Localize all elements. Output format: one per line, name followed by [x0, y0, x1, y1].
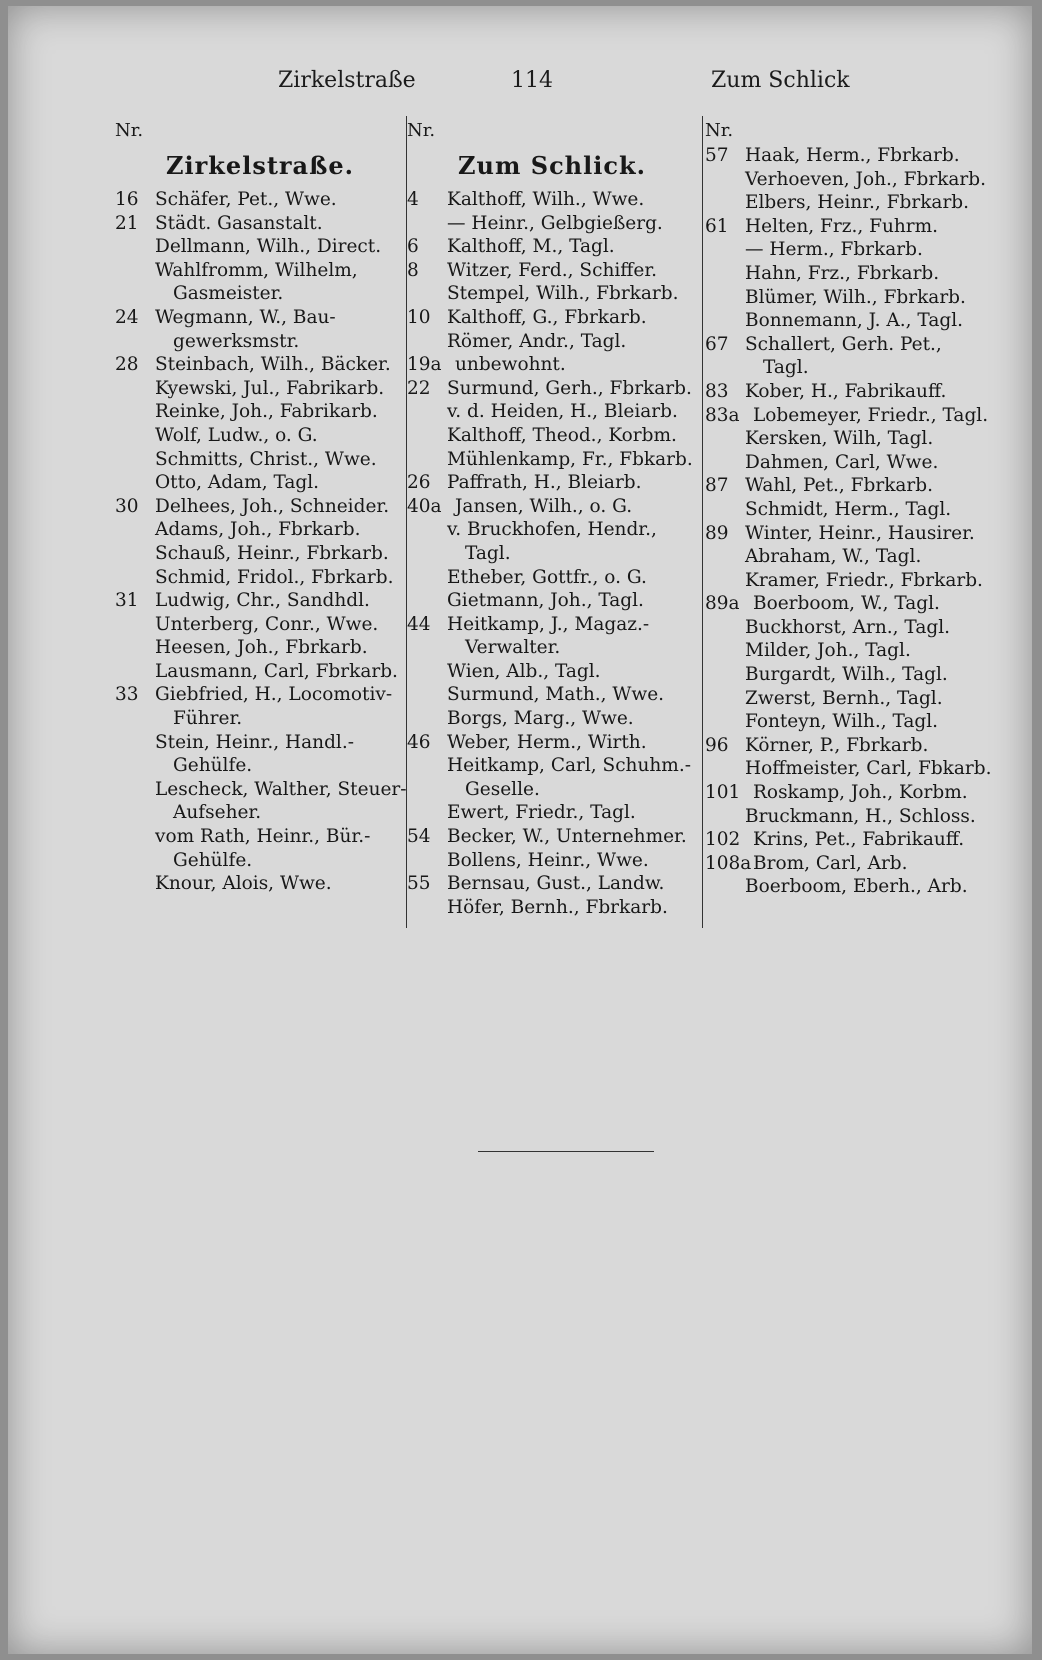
- resident-text: v. Bruckhofen, Hendr.,: [447, 519, 657, 541]
- running-header-left: Zirkelstraße: [278, 68, 416, 93]
- section-end-rule: [478, 1151, 654, 1152]
- resident-text: Haak, Herm., Fbrkarb.: [745, 145, 960, 166]
- entry-row: [407, 849, 697, 873]
- book-page: [8, 6, 1032, 1654]
- nr-label: Nr.: [407, 120, 436, 141]
- entry-row: [407, 282, 697, 306]
- entry-row: [407, 471, 697, 495]
- entry-row: [115, 400, 405, 424]
- resident-text: — Herm., Fbrkarb.: [745, 239, 923, 261]
- entry-row: [705, 545, 1025, 569]
- house-number: 16: [115, 189, 139, 210]
- resident-text: Wegmann, W., Bau-: [155, 306, 336, 328]
- resident-text: Gasmeister.: [173, 283, 284, 305]
- entry-list: [115, 188, 405, 896]
- entry-row: [705, 498, 1025, 522]
- entry-row: [705, 262, 1025, 286]
- resident-text: Führer.: [173, 708, 243, 730]
- resident-text: Borgs, Marg., Wwe.: [447, 708, 634, 730]
- resident-text: Heitkamp, J., Magaz.-: [447, 613, 650, 635]
- entry-row: [115, 589, 405, 613]
- resident-text: Schmidt, Herm., Tagl.: [745, 498, 952, 520]
- entry-row: [115, 188, 405, 212]
- entry-row: [115, 518, 405, 542]
- house-number: 40a: [407, 495, 442, 517]
- entry-row: [115, 424, 405, 448]
- entry-row: [407, 660, 697, 684]
- entry-row: [407, 707, 697, 731]
- entry-row: [407, 424, 697, 448]
- entry-row: [115, 353, 405, 377]
- resident-text: Paffrath, H., Bleiarb.: [447, 472, 642, 494]
- resident-text: Burgardt, Wilh., Tagl.: [745, 664, 948, 686]
- house-number: 96: [705, 734, 729, 756]
- entry-row: [407, 377, 697, 401]
- entry-row: [407, 448, 697, 472]
- entry-row: [705, 592, 1025, 616]
- resident-text: Surmund, Gerh., Fbrkarb.: [447, 377, 692, 399]
- house-number: 108a: [705, 852, 752, 874]
- entry-row: [407, 188, 697, 212]
- resident-text: Mühlenkamp, Fr., Fbkarb.: [447, 448, 693, 470]
- entry-row: [705, 569, 1025, 593]
- entry-row: [115, 471, 405, 495]
- resident-text: Heitkamp, Carl, Schuhm.-: [447, 755, 691, 777]
- resident-text: Dahmen, Carl, Wwe.: [745, 451, 939, 473]
- house-number: 28: [115, 354, 139, 376]
- entry-continuation: [115, 282, 405, 306]
- entry-row: [115, 683, 405, 707]
- entry-row: [115, 495, 405, 519]
- resident-text: Höfer, Bernh., Fbrkarb.: [447, 896, 668, 918]
- entry-row: [407, 518, 697, 542]
- resident-text: Ludwig, Chr., Sandhdl.: [155, 590, 370, 612]
- resident-text: Weber, Herm., Wirth.: [447, 731, 647, 753]
- entry-row: [705, 639, 1025, 663]
- house-number: 33: [115, 684, 139, 706]
- entry-row: [705, 286, 1025, 310]
- resident-text: Delhees, Joh., Schneider.: [155, 495, 390, 517]
- entry-row: [407, 330, 697, 354]
- house-number: 102: [705, 829, 741, 851]
- resident-text: Hoffmeister, Carl, Fbkarb.: [745, 758, 992, 780]
- entry-row: [115, 825, 405, 849]
- resident-text: Lescheck, Walther, Steuer-: [155, 778, 407, 800]
- page-number: 114: [511, 68, 553, 93]
- entry-continuation: [115, 849, 405, 873]
- resident-text: Stein, Heinr., Handl.-: [155, 731, 354, 753]
- house-number: 44: [407, 613, 431, 635]
- entry-row: [705, 781, 1025, 805]
- house-number: 22: [407, 377, 431, 399]
- house-number: 54: [407, 826, 431, 848]
- house-number: 67: [705, 333, 729, 355]
- resident-text: Wahlfromm, Wilhelm,: [155, 259, 358, 281]
- resident-text: Geselle.: [465, 778, 540, 800]
- house-number: 89: [705, 522, 729, 544]
- resident-text: Jansen, Wilh., o. G.: [455, 495, 633, 517]
- resident-text: vom Rath, Heinr., Bür.-: [155, 826, 371, 848]
- entry-row: [705, 522, 1025, 546]
- resident-text: Kalthoff, Theod., Korbm.: [447, 424, 677, 446]
- resident-text: v. d. Heiden, H., Bleiarb.: [447, 401, 678, 423]
- resident-text: Lausmann, Carl, Fbrkarb.: [155, 660, 398, 682]
- resident-text: Steinbach, Wilh., Bäcker.: [155, 354, 391, 376]
- resident-text: Winter, Heinr., Hausirer.: [745, 522, 975, 544]
- entry-row: [115, 212, 405, 236]
- resident-text: Kalthoff, Wilh., Wwe.: [447, 189, 645, 210]
- entry-row: [705, 427, 1025, 451]
- resident-text: Städt. Gasanstalt.: [155, 212, 323, 234]
- resident-text: Boerboom, Eberh., Arb.: [745, 876, 968, 898]
- resident-text: Helten, Frz., Fuhrm.: [745, 215, 939, 237]
- resident-text: Unterberg, Conr., Wwe.: [155, 613, 379, 635]
- entry-row: [407, 589, 697, 613]
- entry-row: [705, 168, 1025, 192]
- resident-text: Römer, Andr., Tagl.: [447, 330, 627, 352]
- section-title: Zum Schlick.: [458, 151, 646, 180]
- resident-text: Bonnemann, J. A., Tagl.: [745, 310, 963, 332]
- resident-text: Schmitts, Christ., Wwe.: [155, 448, 377, 470]
- entry-row: [407, 306, 697, 330]
- entry-row: [407, 872, 697, 896]
- entry-list: [705, 144, 1025, 899]
- entry-continuation: [115, 754, 405, 778]
- resident-text: Kalthoff, G., Fbrkarb.: [447, 306, 647, 328]
- resident-text: Hahn, Frz., Fbrkarb.: [745, 262, 940, 284]
- entry-row: [705, 309, 1025, 333]
- entry-continuation: [705, 356, 1025, 380]
- house-number: 61: [705, 215, 729, 237]
- resident-text: Aufseher.: [173, 802, 262, 824]
- entry-list: [407, 188, 697, 919]
- column-zum-schlick: [407, 118, 697, 919]
- resident-text: Reinke, Joh., Fabrikarb.: [155, 401, 378, 423]
- entry-row: [407, 613, 697, 637]
- house-number: 89a: [705, 593, 740, 615]
- house-number: 10: [407, 306, 431, 328]
- entry-row: [407, 801, 697, 825]
- entry-row: [705, 663, 1025, 687]
- resident-text: Surmund, Math., Wwe.: [447, 684, 665, 706]
- resident-text: Wahl, Pet., Fbrkarb.: [745, 475, 933, 497]
- entry-row: [705, 616, 1025, 640]
- resident-text: Gehülfe.: [173, 755, 253, 777]
- entry-row: [115, 235, 405, 259]
- resident-text: Bollens, Heinr., Wwe.: [447, 849, 649, 871]
- house-number: 26: [407, 472, 431, 494]
- resident-text: Schauß, Heinr., Fbrkarb.: [155, 542, 389, 564]
- resident-text: Heesen, Joh., Fbrkarb.: [155, 637, 368, 659]
- resident-text: Roskamp, Joh., Korbm.: [753, 782, 968, 804]
- resident-text: Blümer, Wilh., Fbrkarb.: [745, 286, 966, 308]
- entry-continuation: [115, 801, 405, 825]
- resident-text: Lobemeyer, Friedr., Tagl.: [753, 404, 989, 426]
- resident-text: Fonteyn, Wilh., Tagl.: [745, 711, 939, 733]
- entry-row: [407, 754, 697, 778]
- entry-row: [705, 380, 1025, 404]
- entry-row: [705, 875, 1025, 899]
- entry-row: [705, 734, 1025, 758]
- entry-row: [407, 825, 697, 849]
- entry-continuation: [407, 636, 697, 660]
- house-number: 30: [115, 495, 139, 517]
- resident-text: Dellmann, Wilh., Direct.: [155, 236, 382, 258]
- house-number: 6: [407, 236, 419, 258]
- entry-row: [407, 566, 697, 590]
- nr-label: Nr.: [705, 120, 734, 141]
- resident-text: Zwerst, Bernh., Tagl.: [745, 687, 943, 709]
- resident-text: Bruckmann, H., Schloss.: [745, 805, 976, 827]
- entry-row: [115, 731, 405, 755]
- house-number: 46: [407, 731, 431, 753]
- entry-row: [705, 404, 1025, 428]
- entry-row: [407, 212, 697, 236]
- entry-row: [115, 566, 405, 590]
- resident-text: Brom, Carl, Arb.: [753, 852, 908, 874]
- resident-text: unbewohnt.: [455, 354, 566, 376]
- resident-text: Abraham, W., Tagl.: [745, 546, 922, 568]
- entry-row: [705, 191, 1025, 215]
- entry-row: [705, 333, 1025, 357]
- house-number: 101: [705, 782, 741, 804]
- house-number: 87: [705, 475, 729, 497]
- resident-text: Becker, W., Unternehmer.: [447, 826, 687, 848]
- column-zirkelstrasse: [115, 118, 405, 896]
- entry-row: [115, 259, 405, 283]
- resident-text: Ewert, Friedr., Tagl.: [447, 802, 636, 824]
- entry-row: [407, 353, 697, 377]
- entry-row: [407, 731, 697, 755]
- entry-row: [705, 805, 1025, 829]
- entry-row: [705, 215, 1025, 239]
- resident-text: Stempel, Wilh., Fbrkarb.: [447, 283, 679, 305]
- house-number: 31: [115, 590, 139, 612]
- house-number: 83: [705, 380, 729, 402]
- entry-continuation: [407, 778, 697, 802]
- resident-text: Schmid, Fridol., Fbrkarb.: [155, 566, 394, 588]
- resident-text: Adams, Joh., Fbrkarb.: [155, 519, 361, 541]
- resident-text: Wolf, Ludw., o. G.: [155, 424, 318, 446]
- resident-text: Verhoeven, Joh., Fbrkarb.: [745, 168, 986, 190]
- resident-text: Kalthoff, M., Tagl.: [447, 236, 615, 258]
- resident-text: Milder, Joh., Tagl.: [745, 640, 911, 662]
- entry-row: [115, 872, 405, 896]
- house-number: 21: [115, 212, 139, 234]
- entry-row: [705, 710, 1025, 734]
- entry-row: [115, 542, 405, 566]
- resident-text: Elbers, Heinr., Fbrkarb.: [745, 192, 970, 214]
- entry-row: [407, 683, 697, 707]
- resident-text: Verwalter.: [465, 637, 561, 659]
- entry-row: [407, 235, 697, 259]
- house-number: 8: [407, 259, 419, 281]
- entry-row: [705, 238, 1025, 262]
- resident-text: Gietmann, Joh., Tagl.: [447, 590, 644, 612]
- entry-continuation: [115, 330, 405, 354]
- resident-text: Kersken, Wilh, Tagl.: [745, 428, 934, 450]
- resident-text: Kober, H., Fabrikauff.: [745, 380, 947, 402]
- resident-text: Kramer, Friedr., Fbrkarb.: [745, 569, 983, 591]
- house-number: 83a: [705, 404, 740, 426]
- entry-row: [115, 613, 405, 637]
- resident-text: gewerksmstr.: [173, 330, 300, 352]
- entry-row: [115, 306, 405, 330]
- resident-text: Körner, P., Fbrkarb.: [745, 734, 929, 756]
- nr-label: Nr.: [115, 120, 144, 141]
- entry-row: [407, 896, 697, 920]
- entry-row: [705, 474, 1025, 498]
- resident-text: — Heinr., Gelbgießerg.: [447, 212, 663, 234]
- resident-text: Knour, Alois, Wwe.: [155, 873, 332, 895]
- column-divider: [702, 116, 703, 928]
- entry-continuation: [407, 542, 697, 566]
- column-zum-schlick-continued: [705, 118, 1025, 899]
- resident-text: Tagl.: [763, 357, 809, 379]
- running-header-right: Zum Schlick: [711, 68, 850, 93]
- house-number: 55: [407, 873, 431, 895]
- entry-row: [115, 377, 405, 401]
- resident-text: Krins, Pet., Fabrikauff.: [753, 829, 965, 851]
- entry-row: [407, 259, 697, 283]
- resident-text: Wien, Alb., Tagl.: [447, 660, 601, 682]
- resident-text: Otto, Adam, Tagl.: [155, 472, 320, 494]
- entry-row: [115, 660, 405, 684]
- resident-text: Gehülfe.: [173, 849, 253, 871]
- entry-row: [115, 778, 405, 802]
- house-number: 57: [705, 145, 729, 166]
- entry-continuation: [115, 707, 405, 731]
- house-number: 4: [407, 189, 419, 210]
- resident-text: Giebfried, H., Locomotiv-: [155, 684, 393, 706]
- entry-row: [407, 400, 697, 424]
- entry-row: [705, 144, 1025, 168]
- resident-text: Schallert, Gerh. Pet.,: [745, 333, 942, 355]
- entry-row: [705, 757, 1025, 781]
- entry-row: [115, 636, 405, 660]
- entry-row: [407, 495, 697, 519]
- entry-row: [705, 828, 1025, 852]
- resident-text: Kyewski, Jul., Fabrikarb.: [155, 377, 385, 399]
- section-title: Zirkelstraße.: [166, 151, 354, 180]
- entry-row: [705, 451, 1025, 475]
- house-number: 24: [115, 306, 139, 328]
- entry-row: [705, 687, 1025, 711]
- entry-row: [705, 852, 1025, 876]
- resident-text: Etheber, Gottfr., o. G.: [447, 566, 647, 588]
- resident-text: Buckhorst, Arn., Tagl.: [745, 616, 950, 638]
- resident-text: Witzer, Ferd., Schiffer.: [447, 259, 658, 281]
- entry-row: [115, 448, 405, 472]
- resident-text: Tagl.: [465, 542, 511, 564]
- resident-text: Boerboom, W., Tagl.: [753, 593, 940, 615]
- resident-text: Bernsau, Gust., Landw.: [447, 873, 665, 895]
- resident-text: Schäfer, Pet., Wwe.: [155, 189, 337, 210]
- house-number: 19a: [407, 354, 442, 376]
